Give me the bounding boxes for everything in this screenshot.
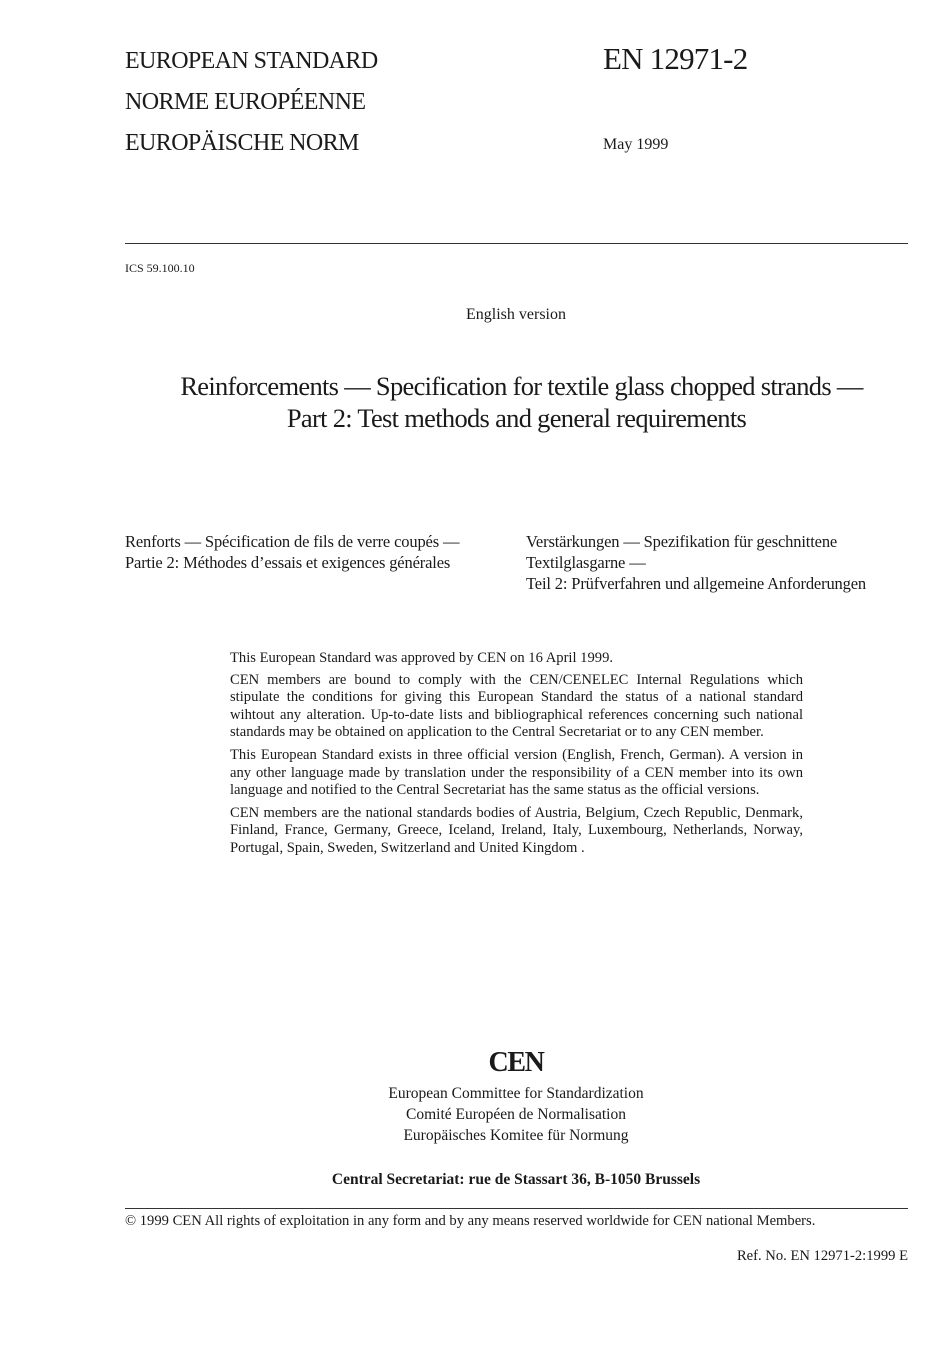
title-line-2: Part 2: Test methods and general requirements [286,403,747,433]
copyright-notice: © 1999 CEN All rights of exploitation in any form and by any means reserved worldwide for CEN national Members. [125,1213,816,1229]
publication-date: May 1999 [603,136,669,153]
title-french-line-1: Renforts — Spécification de fils de verre coupés — [125,532,460,551]
header-divider [125,243,908,244]
title-german-line-2: Textilglasgarne — [526,553,646,572]
footer-divider [125,1208,908,1209]
cen-name-en: European Committee for Standardization [388,1085,644,1102]
ics-code: ICS 59.100.10 [125,261,195,275]
document-title [125,370,908,434]
header-line-en: EUROPEAN STANDARD [125,48,378,74]
version-label: English version [466,306,566,323]
cen-names [0,1083,950,1146]
title-french-line-2: Partie 2: Méthodes d’essais et exigences générales [125,553,451,572]
title-french [125,531,515,573]
approval-paragraph-4: CEN members are the national standards bodies of Austria, Belgium, Czech Republic, Denmark, Finland, France, Germany, Greece, Iceland, Ireland, Italy, Luxembourg, Netherlands, Norway, Portugal, Spain, Sweden, Switzerland and United Kingdom . [230,804,803,856]
approval-paragraph-2: CEN members are bound to comply with the CEN/CENELEC Internal Regulations which stipulate the conditions for giving this European Standard the status of a national standard wihtout any alteration. Up-to-date lists and bibliographical references concerning such national standards may be obtained on application to the Central Secretariat or to any CEN member. [230,671,803,741]
header-line-de: EUROPÄISCHE NORM [125,130,359,156]
title-german [526,531,916,594]
cen-name-fr: Comité Européen de Normalisation [406,1106,626,1123]
header-line-fr: NORME EUROPÉENNE [125,89,366,115]
cen-logo: CEN [488,1047,544,1078]
cen-name-de: Europäisches Komitee für Normung [403,1127,629,1144]
central-secretariat: Central Secretariat: rue de Stassart 36, B-1050 Brussels [331,1171,701,1188]
approval-paragraph-1: This European Standard was approved by CEN on 16 April 1999. [230,650,614,666]
approval-notice [230,650,803,863]
title-german-line-3: Teil 2: Prüfverfahren und allgemeine Anforderungen [526,574,867,593]
title-line-1: Reinforcements — Specification for textile glass chopped strands — [180,371,863,401]
approval-paragraph-3: This European Standard exists in three official version (English, French, German). A version in any other language made by translation under the responsibility of a CEN member into its own language and notified to the Central Secretariat has the same status as the official versions. [230,746,803,799]
reference-number: Ref. No. EN 12971-2:1999 E [736,1248,908,1264]
standard-number: EN 12971-2 [603,41,748,76]
title-german-line-1: Verstärkungen — Spezifikation für geschnittene [526,532,838,551]
